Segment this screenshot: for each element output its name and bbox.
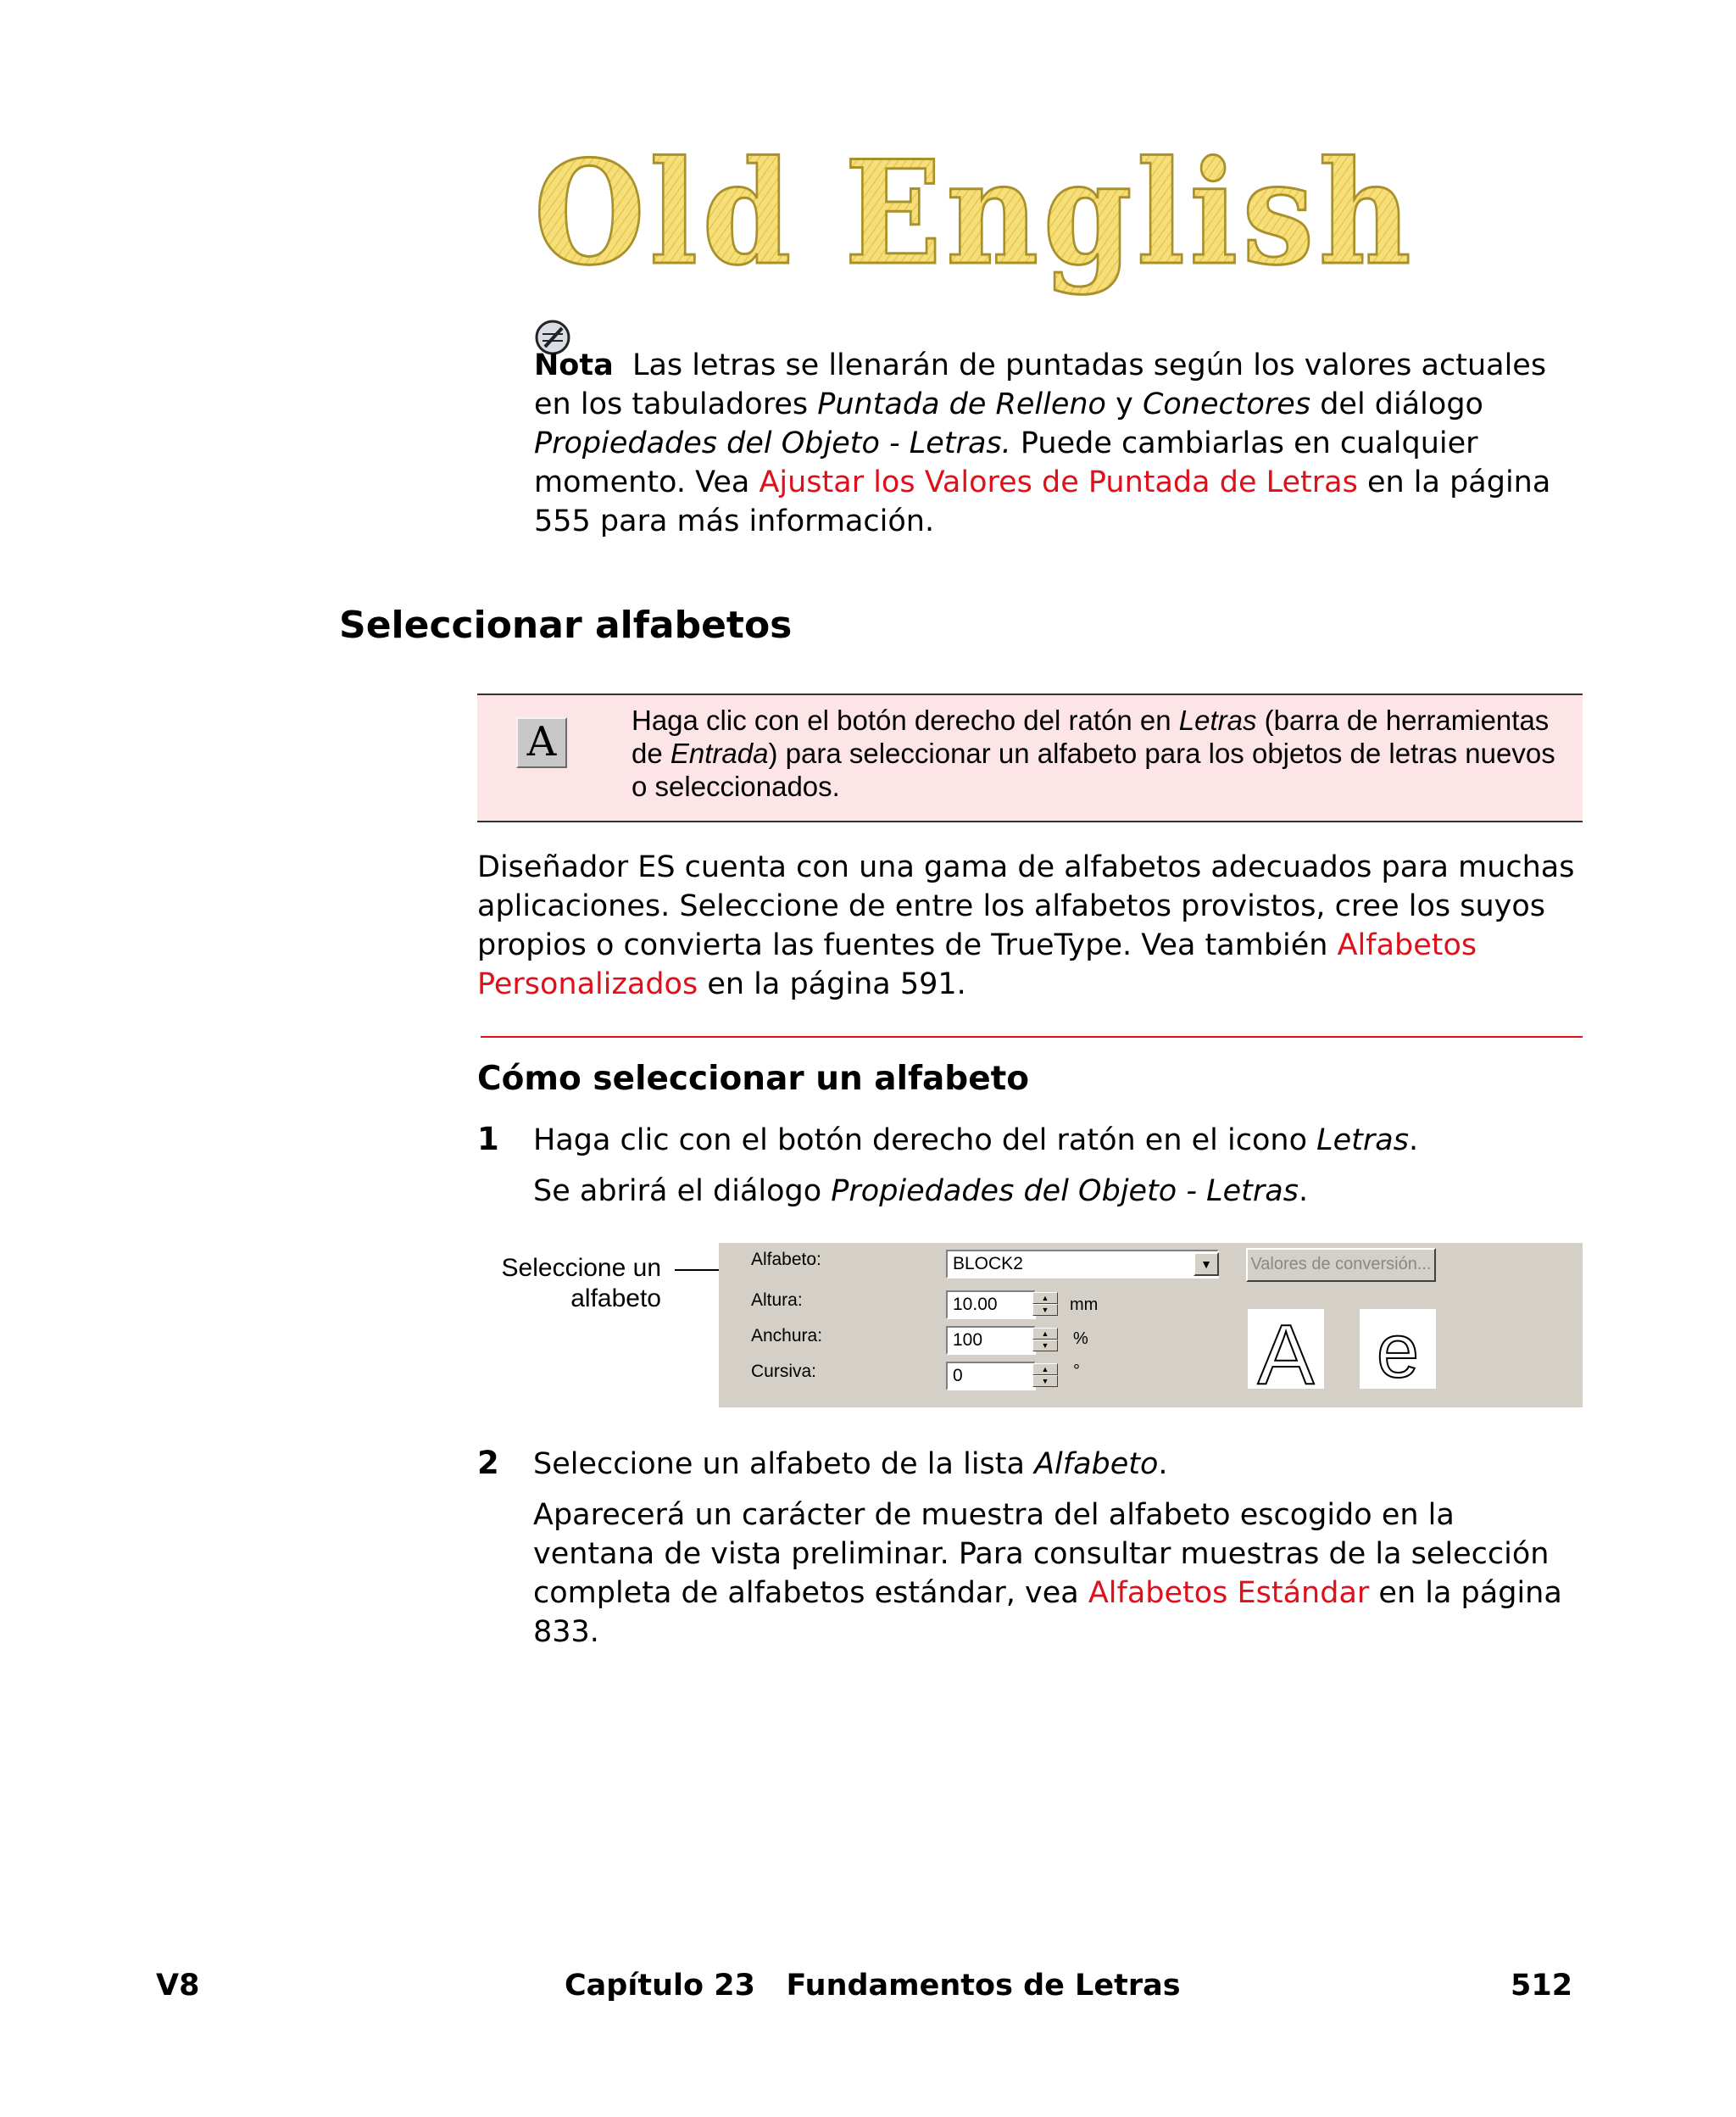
note-dialog-name: Propiedades del Objeto - Letras. [534, 426, 1011, 460]
preview-lowercase-char: e [1376, 1309, 1420, 1389]
tip-text-2: (barra de herramientas de [632, 705, 1550, 769]
chevron-down-icon[interactable]: ▼ [1194, 1252, 1219, 1276]
alphabet-label: Alfabeto: [751, 1250, 821, 1269]
step-2-end: . [1158, 1447, 1168, 1481]
note-link[interactable]: Ajustar los Valores de Puntada de Letras [759, 465, 1358, 499]
width-unit: % [1073, 1329, 1088, 1348]
intro-paragraph [477, 848, 1579, 1004]
italic-unit: ° [1073, 1362, 1080, 1380]
section-title: Seleccionar alfabetos [339, 604, 793, 647]
note-text-1: Las letras se llenarán de puntadas según los valores actuales en los tabuladores [534, 348, 1547, 421]
italic-label: Cursiva: [751, 1362, 817, 1381]
tip-text [632, 704, 1572, 803]
step-1-number: 1 [477, 1121, 499, 1157]
footer-version: V8 [156, 1969, 200, 2003]
tip-box [477, 694, 1583, 822]
old-english-sample [526, 136, 1424, 305]
old-english-sample-text: Old English [534, 136, 1416, 297]
step-2-result-text-2: en la página 833. [533, 1576, 1562, 1649]
note-text-2: y [1105, 387, 1143, 421]
tip-text-1: Haga clic con el botón derecho del ratón en [632, 705, 1179, 736]
step-2-number: 2 [477, 1445, 499, 1481]
note-label: Nota [534, 348, 614, 382]
preview-uppercase-glyph [1248, 1309, 1324, 1389]
alphabet-select-value: BLOCK2 [953, 1254, 1023, 1273]
note-text-4: Puede cambiarlas en cualquier momento. Vea [534, 426, 1478, 499]
step-2-text-main: Seleccione un alfabeto de la lista [533, 1447, 1035, 1481]
step-2-result [533, 1496, 1584, 1652]
italic-spinner[interactable]: ▲ ▼ [1032, 1363, 1058, 1389]
intro-text-1: Diseñador ES cuenta con una gama de alfabetos adecuados para muchas aplicaciones. Seleccione de entre los alfabetos provistos, cree los suyos propios o convierta las fuentes de TrueType. Vea también [477, 850, 1575, 962]
width-label: Anchura: [751, 1326, 823, 1345]
note-paragraph [534, 346, 1585, 541]
alphabet-select[interactable] [946, 1250, 1219, 1279]
intro-text-2: en la página 591. [698, 967, 966, 1001]
note-text-5: en la página 555 para más información. [534, 465, 1551, 538]
step-1-result [533, 1172, 1584, 1211]
step-1-result-text: Se abrirá el diálogo [533, 1174, 832, 1208]
footer-page-number: 512 [1511, 1969, 1573, 2003]
step-1-text-main: Haga clic con el botón derecho del ratón en el icono [533, 1123, 1317, 1157]
preview-lowercase [1360, 1309, 1436, 1389]
height-label: Altura: [751, 1290, 803, 1310]
step-1-result-end: . [1298, 1174, 1309, 1208]
tip-text-3: ) para seleccionar un alfabeto para los objetos de letras nuevos o seleccionados. [632, 738, 1555, 802]
step-2-text [533, 1445, 1584, 1484]
step-2-result-text-1: Aparecerá un carácter de muestra del alfabeto escogido en la ventana de vista preliminar. Para consultar muestras de la selección completa de alfabetos estándar, vea [533, 1498, 1550, 1610]
letter-properties-dialog [719, 1243, 1583, 1407]
note-tab-connectors: Conectores [1142, 387, 1311, 421]
conversion-values-button[interactable]: Valores de conversión... [1246, 1248, 1436, 1282]
height-input[interactable]: 10.00 [946, 1290, 1036, 1319]
step-2-list-name: Alfabeto [1034, 1447, 1159, 1481]
tip-tool-name: Letras [1178, 705, 1257, 736]
letters-tool-button[interactable]: A [516, 717, 567, 768]
height-unit: mm [1070, 1295, 1099, 1314]
preview-uppercase-char: A [1257, 1309, 1315, 1389]
howto-title: Cómo seleccionar un alfabeto [477, 1060, 1030, 1098]
height-spinner[interactable]: ▲ ▼ [1032, 1292, 1058, 1318]
standard-alphabets-link[interactable]: Alfabetos Estándar [1088, 1576, 1370, 1610]
step-1-dialog-name: Propiedades del Objeto - Letras [831, 1174, 1299, 1208]
note-tab-fill: Puntada de Relleno [817, 387, 1106, 421]
note-text-3: del diálogo [1310, 387, 1483, 421]
step-1-icon-name: Letras [1316, 1123, 1409, 1157]
callout-label: Seleccione un alfabeto [501, 1254, 661, 1312]
preview-lowercase-glyph [1360, 1309, 1436, 1389]
step-1-text [533, 1121, 1584, 1160]
width-input[interactable]: 100 [946, 1326, 1036, 1355]
preview-uppercase [1248, 1309, 1324, 1389]
italic-input[interactable]: 0 [946, 1362, 1036, 1390]
width-spinner[interactable]: ▲ ▼ [1032, 1328, 1058, 1353]
footer-chapter: Capítulo 23 Fundamentos de Letras [565, 1969, 1181, 2003]
section-divider [481, 1036, 1583, 1038]
custom-alphabets-link[interactable]: Alfabetos Personalizados [477, 928, 1477, 1001]
step-1-end: . [1408, 1123, 1419, 1157]
tip-toolbar-name: Entrada [670, 738, 769, 769]
